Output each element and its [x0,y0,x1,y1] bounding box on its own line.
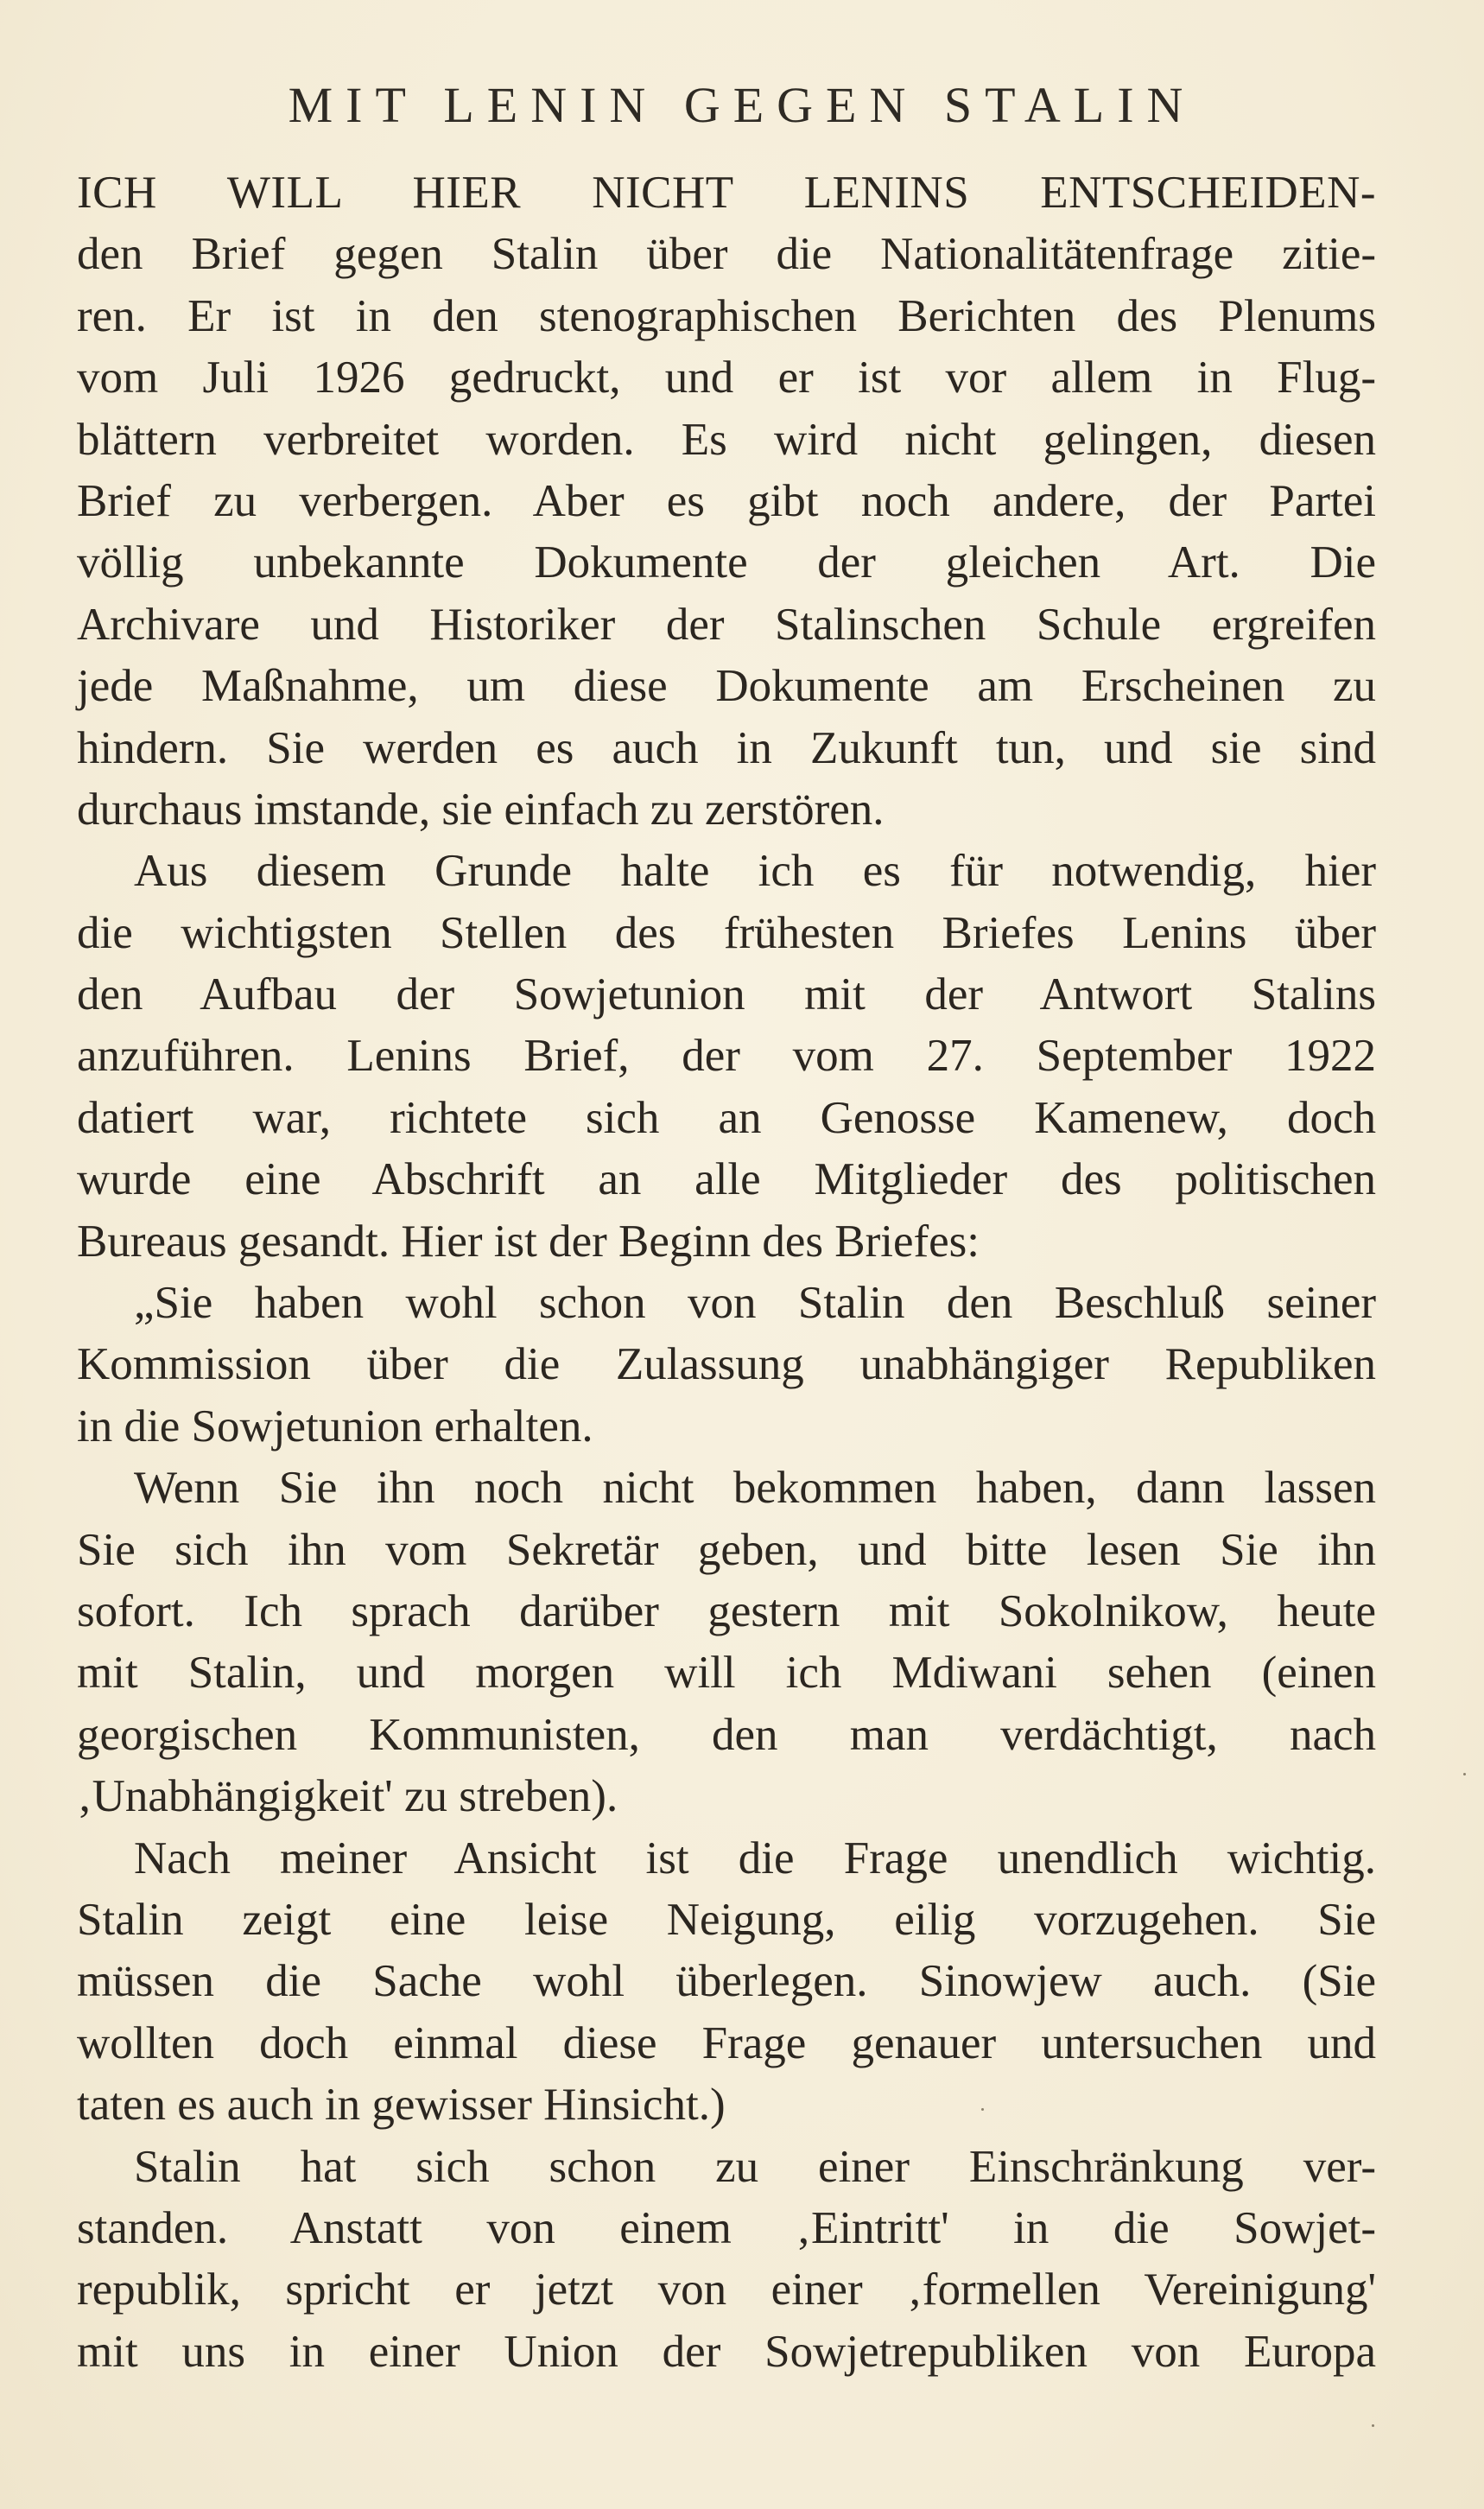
paper-speck [981,2108,984,2111]
text-line: völlig unbekannte Dokumente der gleichen Art. Die [77,537,1376,588]
text-line: standen. Anstatt von einem ‚Eintritt' in die Sowjet- [77,2202,1376,2253]
running-head-title: MIT LENIN GEGEN STALIN [288,77,1196,133]
text-line: Nach meiner Ansicht ist die Frage unendlich wichtig. [134,1833,1376,1883]
text-line: republik, spricht er jetzt von einer ‚formellen Vereinigung' [77,2264,1376,2315]
text-line: Stalin zeigt eine leise Neigung, eilig vorzugehen. Sie [77,1894,1376,1945]
text-line: Aus diesem Grunde halte ich es für notwendig, hier [134,846,1376,897]
text-line: vom Juli 1926 gedruckt, und er ist vor allem in Flug- [77,353,1376,403]
text-line: „Sie haben wohl schon von Stalin den Beschluß seiner [134,1278,1376,1329]
text-line: ICH WILL HIER NICHT LENINS ENTSCHEIDEN- [77,168,1376,218]
text-line: mit Stalin, und morgen will ich Mdiwani sehen (einen [77,1648,1376,1699]
text-line: Bureaus gesandt. Hier ist der Beginn des Briefes: [77,1216,980,1267]
text-line: Brief zu verbergen. Aber es gibt noch andere, der Partei [77,475,1376,526]
text-line: hindern. Sie werden es auch in Zukunft tun, und sie sind [77,722,1376,773]
text-line: den Brief gegen Stalin über die Nationalitätenfrage zitie- [77,229,1376,280]
text-line: Stalin hat sich schon zu einer Einschränkung ver- [134,2141,1376,2192]
text-line: ‚Unabhängigkeit' zu streben). [77,1771,618,1822]
text-line: sofort. Ich sprach darüber gestern mit Sokolnikow, heute [77,1585,1376,1636]
text-line: anzuführen. Lenins Brief, der vom 27. September 1922 [77,1031,1376,1082]
text-line: wollten doch einmal diese Frage genauer untersuchen und [77,2017,1376,2068]
text-line: mit uns in einer Union der Sowjetrepubliken von Europa [77,2326,1376,2377]
text-line: jede Maßnahme, um diese Dokumente am Erscheinen zu [77,661,1376,712]
text-line: Archivare und Historiker der Stalinschen Schule ergreifen [77,599,1376,650]
text-line: Sie sich ihn vom Sekretär geben, und bitte lesen Sie ihn [77,1524,1376,1575]
text-line: datiert war, richtete sich an Genosse Kamenew, doch [77,1092,1376,1143]
text-line: Kommission über die Zulassung unabhängiger Republiken [77,1339,1376,1390]
text-line: den Aufbau der Sowjetunion mit der Antwort Stalins [77,969,1376,1020]
text-line: Wenn Sie ihn noch nicht bekommen haben, dann lassen [134,1463,1376,1514]
text-line: wurde eine Abschrift an alle Mitglieder des politischen [77,1154,1376,1205]
text-line: müssen die Sache wohl überlegen. Sinowjew auch. (Sie [77,1956,1376,2007]
text-line: die wichtigsten Stellen des frühesten Briefes Lenins über [77,907,1376,958]
text-line: georgischen Kommunisten, den man verdächtigt, nach [77,1709,1376,1760]
text-line: taten es auch in gewisser Hinsicht.) [77,2080,726,2131]
text-line: ren. Er ist in den stenographischen Berichten des Plenums [77,290,1376,341]
text-line: in die Sowjetunion erhalten. [77,1401,593,1451]
body-text [77,162,1376,2383]
paper-speck [1463,1773,1466,1775]
text-line: blättern verbreitet worden. Es wird nicht gelingen, diesen [77,414,1376,465]
paper-speck [1372,2424,1374,2427]
text-line: durchaus imstande, sie einfach zu zerstören. [77,784,885,835]
